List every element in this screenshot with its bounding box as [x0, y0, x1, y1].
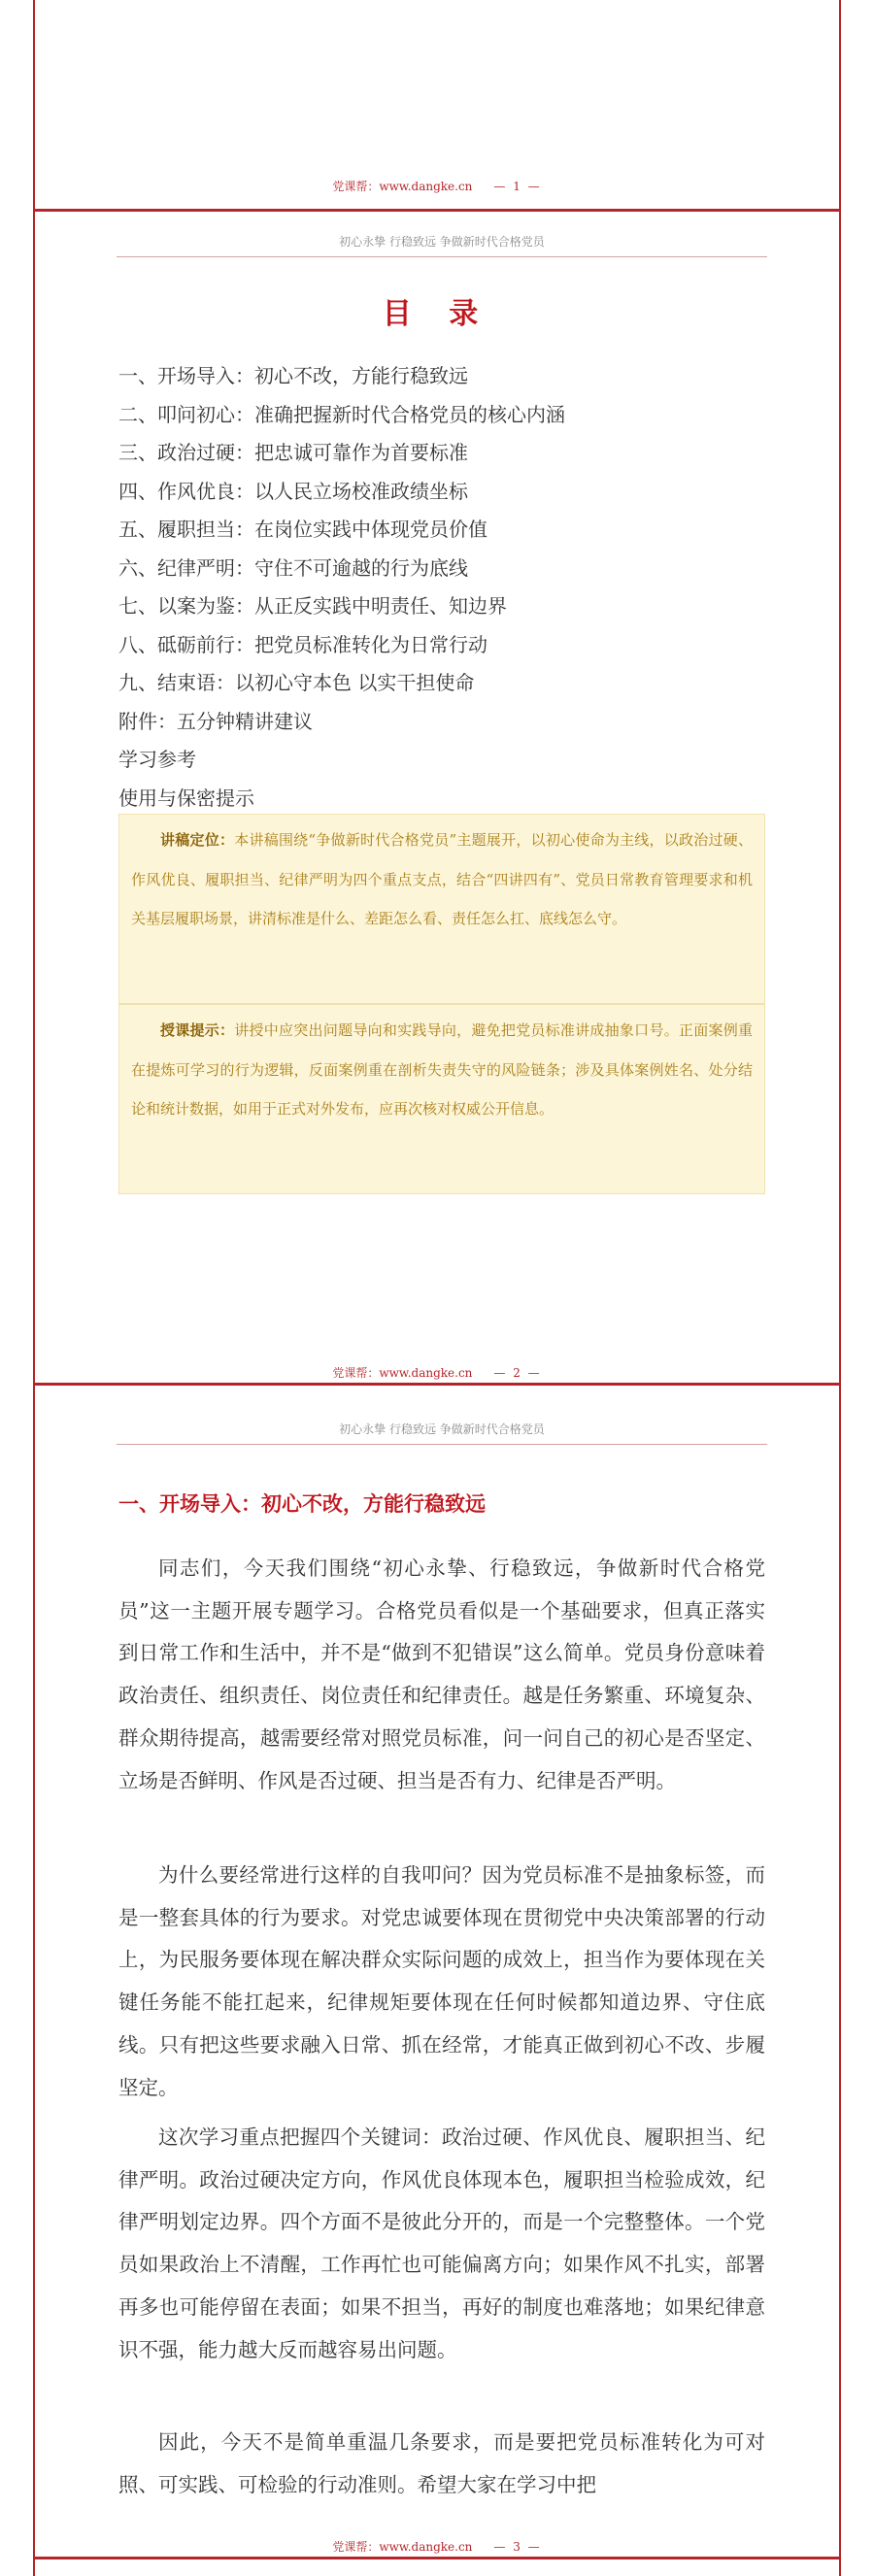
footer-site[interactable]: 党课帮：www.dangke.cn	[332, 1366, 473, 1380]
table-of-contents	[118, 357, 759, 818]
page-number: — 1 —	[493, 180, 542, 193]
section-heading: 一、开场导入：初心不改，方能行稳致远	[118, 1492, 486, 1516]
page-header-2: 初心永挚 行稳致远 争做新时代合格党员	[117, 233, 767, 257]
toc-item[interactable]: 五、履职担当：在岗位实践中体现党员价值	[118, 518, 487, 541]
footer-site[interactable]: 党课帮：www.dangke.cn	[332, 180, 473, 193]
page-number: — 3 —	[493, 2540, 542, 2554]
toc-item[interactable]: 一、开场导入：初心不改，方能行稳致远	[118, 364, 468, 387]
page-footer-1	[34, 178, 840, 194]
toc-title: 目 录	[382, 297, 492, 331]
tips-label: 授课提示：	[160, 1021, 235, 1039]
toc-item[interactable]: 使用与保密提示	[118, 786, 254, 810]
page-header-3: 初心永挚 行稳致远 争做新时代合格党员	[117, 1421, 767, 1445]
page-divider-3	[33, 2557, 841, 2559]
page-border-left	[33, 0, 35, 2576]
toc-item[interactable]: 四、作风优良：以人民立场校准政绩坐标	[118, 479, 468, 503]
body-paragraph: 因此，今天不是简单重温几条要求，而是要把党员标准转化为可对照、可实践、可检验的行动准则。希望大家在学习中把	[118, 2430, 765, 2496]
toc-item[interactable]: 九、结束语：以初心守本色 以实干担使命	[118, 671, 475, 694]
toc-item[interactable]: 三、政治过硬：把忠诚可靠作为首要标准	[118, 441, 468, 464]
body-paragraph: 为什么要经常进行这样的自我叩问？因为党员标准不是抽象标签，而是一整套具体的行为要求。对党忠诚要体现在贯彻党中央决策部署的行动上，为民服务要体现在解决群众实际问题的成效上，担当作为要体现在关键任务能不能扛起来，纪律规矩要体现在任何时候都知道边界、守住底线。只有把这些要求融入日常、抓在经常，才能真正做到初心不改、步履坚定。	[118, 1863, 765, 2099]
teaching-tips-note	[118, 1004, 765, 1194]
page-number: — 2 —	[493, 1366, 542, 1380]
toc-item[interactable]: 八、砥砺前行：把党员标准转化为日常行动	[118, 632, 487, 656]
positioning-text: 本讲稿围绕“争做新时代合格党员”主题展开，以初心使命为主线，以政治过硬、作风优良、履职担当、纪律严明为四个重点支点，结合“四讲四有”、党员日常教育管理要求和机关基层履职场景，讲清标准是什么、差距怎么看、责任怎么扛、底线怎么守。	[131, 831, 753, 927]
body-paragraph: 这次学习重点把握四个关键词：政治过硬、作风优良、履职担当、纪律严明。政治过硬决定方向，作风优良体现本色，履职担当检验成效，纪律严明划定边界。四个方面不是彼此分开的，而是一个完整整体。一个党员如果政治上不清醒，工作再忙也可能偏离方向；如果作风不扎实，部署再多也可能停留在表面；如果不担当，再好的制度也难落地；如果纪律意识不强，能力越大反而越容易出问题。	[118, 2125, 765, 2361]
page-border-right	[839, 0, 841, 2576]
toc-item[interactable]: 七、以案为鉴：从正反实践中明责任、知边界	[118, 594, 507, 618]
body-paragraph: 同志们，今天我们围绕“初心永挚、行稳致远，争做新时代合格党员”这一主题开展专题学习。合格党员看似是一个基础要求，但真正落实到日常工作和生活中，并不是“做到不犯错误”这么简单。党员身份意味着政治责任、组织责任、岗位责任和纪律责任。越是任务繁重、环境复杂、群众期待提高，越需要经常对照党员标准，问一问自己的初心是否坚定、立场是否鲜明、作风是否过硬、担当是否有力、纪律是否严明。	[118, 1556, 765, 1792]
footer-site[interactable]: 党课帮：www.dangke.cn	[332, 2540, 473, 2554]
toc-item[interactable]: 二、叩问初心：准确把握新时代合格党员的核心内涵	[118, 402, 565, 426]
page-divider-2	[33, 1383, 841, 1386]
page-footer-2	[34, 1364, 840, 1381]
toc-item[interactable]: 六、纪律严明：守住不可逾越的行为底线	[118, 555, 468, 580]
toc-item[interactable]: 学习参考	[118, 748, 196, 771]
page-divider-1	[33, 209, 841, 212]
positioning-note	[118, 814, 765, 1004]
page-footer-3	[34, 2538, 840, 2555]
tips-text: 讲授中应突出问题导向和实践导向，避免把党员标准讲成抽象口号。正面案例重在提炼可学习的行为逻辑，反面案例重在剖析失责失守的风险链条；涉及具体案例姓名、处分结论和统计数据，如用于正式对外发布，应再次核对权威公开信息。	[131, 1021, 753, 1118]
toc-item[interactable]: 附件：五分钟精讲建议	[118, 709, 313, 733]
positioning-label: 讲稿定位：	[160, 831, 235, 849]
